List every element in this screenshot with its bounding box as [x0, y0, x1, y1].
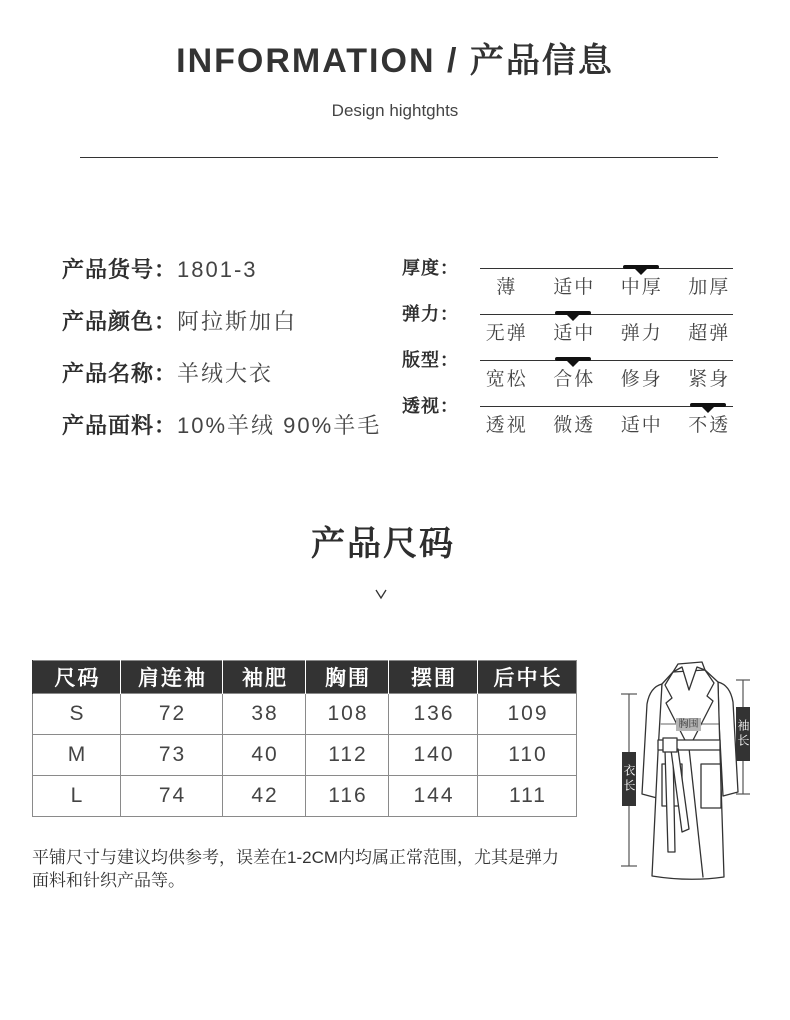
attr-label: 弹力：	[402, 304, 459, 324]
col-header-back-length: 后中长	[478, 661, 577, 694]
attr-option: 紧身	[688, 369, 731, 390]
size-table	[32, 660, 577, 817]
belt-knot	[663, 738, 677, 752]
info-label: 产品面料：	[62, 413, 178, 438]
page-title: INFORMATION / 产品信息	[176, 42, 614, 80]
attr-option: 适中	[553, 277, 596, 298]
table-row	[33, 735, 577, 776]
size-note-line: 平铺尺寸与建议均供参考，误差在1-2CM内均属正常范围，尤其是弹力	[32, 848, 560, 867]
attr-label: 版型：	[402, 350, 459, 370]
table-header-row	[33, 661, 577, 694]
attr-option: 不透	[688, 415, 731, 436]
info-label: 产品名称：	[62, 361, 178, 386]
info-value: 羊绒大衣	[177, 361, 274, 386]
attr-option: 透视	[485, 415, 528, 436]
attr-options	[472, 276, 742, 300]
info-value: 1801-3	[177, 257, 258, 282]
attr-row-thickness	[402, 255, 747, 301]
attr-scale-line	[480, 268, 733, 269]
col-header-shoulder-sleeve: 肩连袖	[121, 661, 223, 694]
info-label: 产品货号：	[62, 257, 178, 282]
info-value: 10%羊绒 90%羊毛	[177, 413, 382, 438]
attr-option: 无弹	[485, 323, 528, 344]
col-header-hem: 摆围	[389, 661, 478, 694]
attr-option: 薄	[496, 277, 518, 298]
cell-back-length: 111	[478, 776, 577, 817]
col-header-sleeve-width: 袖肥	[223, 661, 306, 694]
attr-row-transparency	[402, 393, 747, 439]
chevron-down-icon	[374, 588, 388, 600]
cell-hem: 144	[389, 776, 478, 817]
cell-sleeve-width: 40	[223, 735, 306, 776]
attr-label: 厚度：	[402, 258, 459, 278]
cell-size: M	[33, 735, 121, 776]
info-label: 产品颜色：	[62, 309, 178, 334]
attr-option: 适中	[553, 323, 596, 344]
cell-hem: 136	[389, 694, 478, 735]
attr-option: 中厚	[620, 277, 663, 298]
attr-option: 适中	[620, 415, 663, 436]
size-section-title: 产品尺码	[311, 525, 455, 563]
attr-row-elasticity	[402, 301, 747, 347]
attr-option: 弹力	[620, 323, 663, 344]
header-divider	[80, 157, 718, 158]
cell-chest: 112	[306, 735, 389, 776]
attr-scale-line	[480, 314, 733, 315]
size-note-line: 面料和针织产品等。	[32, 871, 185, 890]
cell-size: L	[33, 776, 121, 817]
info-row-item-number	[62, 256, 258, 284]
attr-option: 宽松	[485, 369, 528, 390]
page-subtitle: Design hightghts	[331, 101, 459, 120]
attr-option: 加厚	[688, 277, 731, 298]
size-note	[32, 846, 559, 892]
cell-back-length: 109	[478, 694, 577, 735]
cell-size: S	[33, 694, 121, 735]
cell-back-length: 110	[478, 735, 577, 776]
attr-option: 超弹	[688, 323, 731, 344]
info-row-color	[62, 308, 297, 336]
table-row	[33, 776, 577, 817]
table-row	[33, 694, 577, 735]
cell-hem: 140	[389, 735, 478, 776]
col-header-chest: 胸围	[306, 661, 389, 694]
sleeve-measure-label: 袖长	[736, 707, 750, 761]
cell-sleeve-width: 42	[223, 776, 306, 817]
cell-shoulder-sleeve: 73	[121, 735, 223, 776]
info-value: 阿拉斯加白	[177, 309, 298, 334]
length-measure-label: 衣长	[622, 752, 636, 806]
attr-option: 修身	[620, 369, 663, 390]
attr-option: 微透	[553, 415, 596, 436]
attr-row-fit	[402, 347, 747, 393]
attr-label: 透视：	[402, 396, 459, 416]
info-row-name	[62, 360, 273, 388]
attr-option: 合体	[553, 369, 596, 390]
attr-options	[472, 322, 742, 346]
cell-chest: 108	[306, 694, 389, 735]
cell-chest: 116	[306, 776, 389, 817]
col-header-size: 尺码	[33, 661, 121, 694]
attr-scale-line	[480, 360, 733, 361]
attr-options	[472, 368, 742, 392]
cell-shoulder-sleeve: 74	[121, 776, 223, 817]
attr-options	[472, 414, 742, 438]
chest-measure-label: 胸围	[676, 718, 701, 731]
info-row-fabric	[62, 412, 381, 440]
cell-sleeve-width: 38	[223, 694, 306, 735]
attribute-scales	[402, 255, 747, 439]
cell-shoulder-sleeve: 72	[121, 694, 223, 735]
